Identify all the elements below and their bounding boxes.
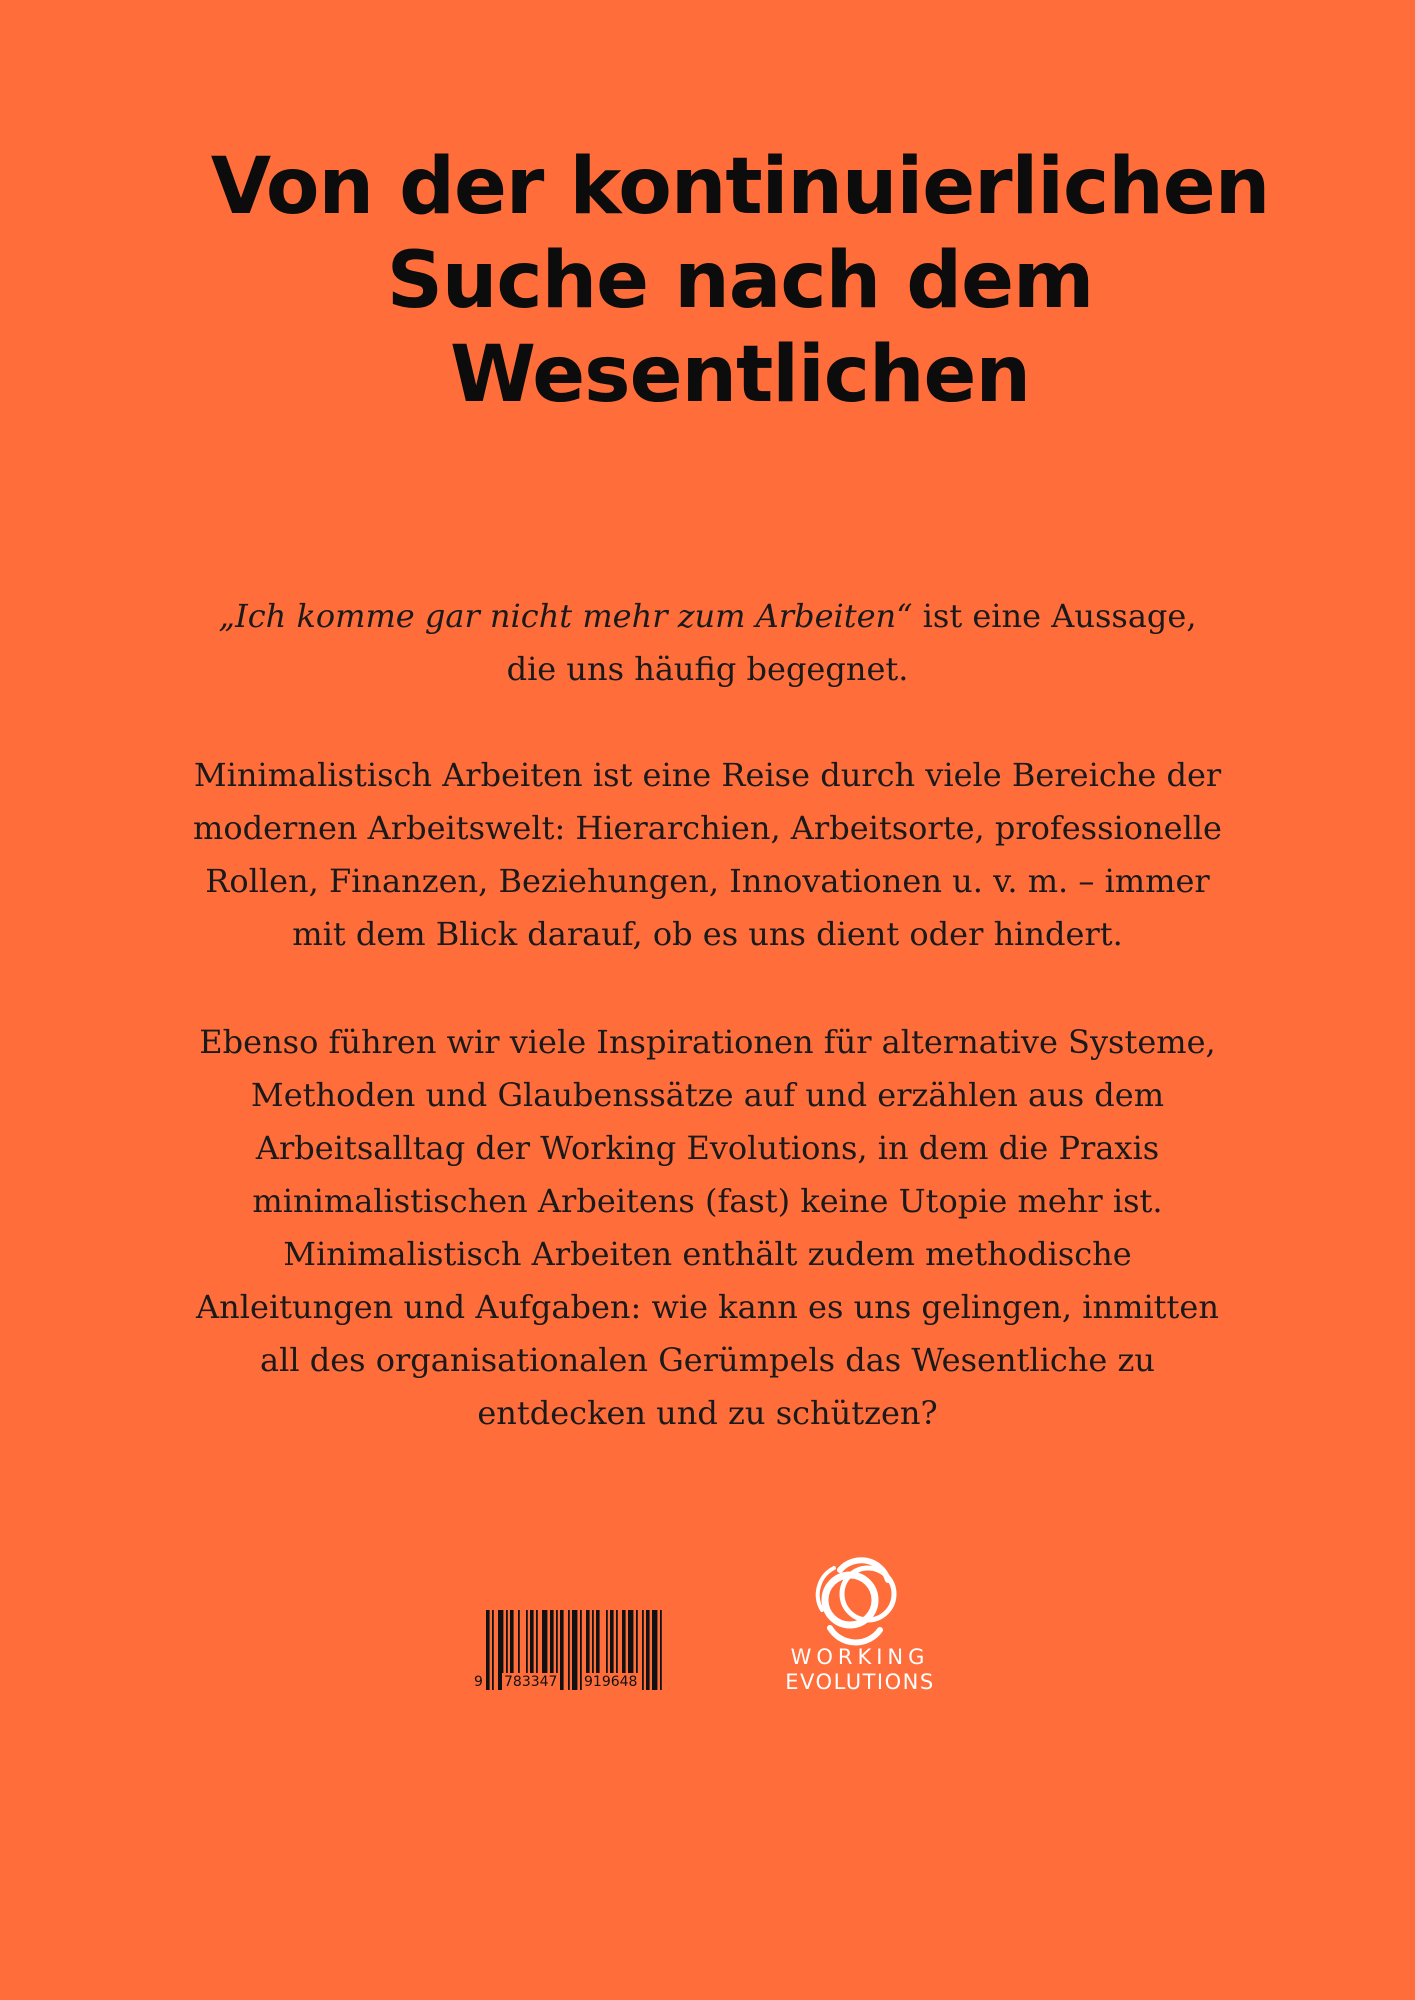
inspiration-line: Anleitungen und Aufgaben: wie kann es uns gelingen, inmitten [196, 1288, 1219, 1326]
logo-text-working: WORKING [790, 1645, 930, 1669]
barcode-digits [472, 1673, 678, 1693]
overlapping-circles-logo-icon [800, 1550, 920, 1650]
isbn-barcode [472, 1610, 678, 1696]
description-line: Rollen, Finanzen, Beziehungen, Innovationen u. v. m. – immer [205, 862, 1210, 900]
inspiration-line: Arbeitsalltag der Working Evolutions, in dem die Praxis [255, 1129, 1160, 1167]
cover-title [150, 140, 1330, 422]
description-paragraph [150, 749, 1265, 961]
description-line: modernen Arbeitswelt: Hierarchien, Arbeitsorte, professionelle [193, 809, 1222, 847]
description-line: Minimalistisch Arbeiten ist eine Reise durch viele Bereiche der [193, 756, 1222, 794]
barcode-digits-left: 783347 [504, 1674, 558, 1690]
inspiration-paragraph [150, 1016, 1265, 1440]
inspiration-line: Minimalistisch Arbeiten enthält zudem methodische [283, 1235, 1132, 1273]
inspiration-line: Ebenso führen wir viele Inspirationen für alternative Systeme, [199, 1023, 1216, 1061]
barcode-digit-first: 9 [474, 1674, 483, 1690]
cover-title-line: Suche nach dem [386, 236, 1094, 326]
inspiration-line: all des organisationalen Gerümpels das Wesentliche zu [260, 1341, 1155, 1379]
inspiration-line: entdecken und zu schützen? [477, 1394, 938, 1432]
inspiration-line: Methoden und Glaubenssätze auf und erzählen aus dem [250, 1076, 1165, 1114]
intro-line-rest: ist eine Aussage, [912, 597, 1197, 635]
intro-quote: „Ich komme gar nicht mehr zum Arbeiten“ [218, 597, 913, 635]
intro-paragraph [150, 590, 1265, 696]
cover-title-line: Von der kontinuierlichen [210, 142, 1270, 232]
barcode-digits-right: 919648 [584, 1674, 638, 1690]
cover-title-line: Wesentlichen [450, 330, 1030, 420]
logo-text-evolutions: EVOLUTIONS [785, 1670, 935, 1694]
intro-line [150, 590, 1265, 643]
publisher-logo [770, 1550, 950, 1700]
inspiration-line: minimalistischen Arbeitens (fast) keine Utopie mehr ist. [252, 1182, 1163, 1220]
description-line: mit dem Blick darauf, ob es uns dient oder hindert. [292, 915, 1123, 953]
intro-line: die uns häufig begegnet. [506, 650, 909, 688]
